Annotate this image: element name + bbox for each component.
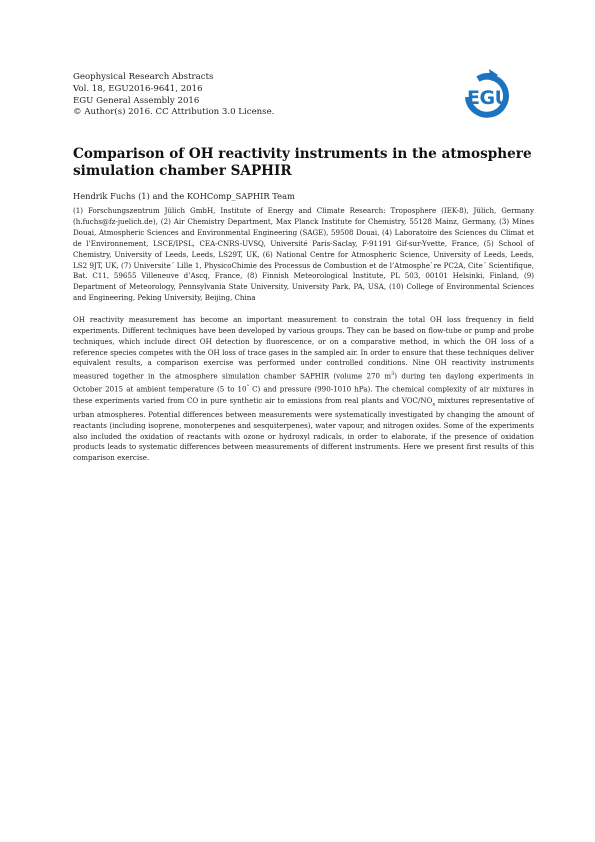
abstract-body [73,315,534,464]
license-info: © Author(s) 2016. CC Attribution 3.0 License. [73,107,275,118]
affiliations: (1) Forschungszentrum Jülich GmbH, Institute of Energy and Climate Research: Troposphere (IEK-8), Jülich, Germany (h.fuchs@fz-juelich.de), (2) Air Chemistry Department, Max Planck Institute for Chemistry, 55128 Mainz, Germany, (3) Mines Douai, Atmospheric Sciences and Environmental Engineering (SAGE), 59508 Douai, (4) Laboratoire des Sciences du Climat et de l’Environnement, LSCE/IPSL, CEA-CNRS-UVSQ, Université Paris-Saclay, F-91191 Gif-sur-Yvette, France, (5) School of Chemistry, University of Leeds, Leeds, LS29T, UK, (6) National Centre for Atmospheric Science, University of Leeds, Leeds, LS2 9JT, UK, (7) Universite´ Lille 1, PhysicoChimie des Processus de Combustion et de l’Atmosphe`re PC2A, Cite´ Scientifique, Bat. C11, 59655 Villeneuve d’Ascq, France, (8) Finnish Meteorological Institute, PL 503, 00101 Helsinki, Finland, (9) Department of Meteorology, Pennsylvania State University, University Park, PA, USA, (10) College of Environmental Sciences and Engineering, Peking University, Beijing, China [73,206,534,303]
abstract-degree: ° [246,384,250,391]
author-list: Hendrik Fuchs (1) and the KOHComp_SAPHIR Team [73,191,295,201]
egu-logo [456,67,518,119]
journal-name: Geophysical Research Abstracts [73,72,214,82]
abstract-superscript: 3 [391,371,395,378]
egu-logo-icon [456,67,518,119]
logo-text: EGU [467,87,510,109]
abstract-text-1: OH reactivity measurement has become an important measurement to constrain the total OH loss frequency in field experiments. Different techniques have been developed by various groups. They can be based on flow-tube or pump and probe techniques, which include direct OH detection by fluorescence, or on a comparative method, in which the OH loss of a reference species competes with the OH loss of trace gases in the sampled air. In order to ensure that these techniques deliver equivalent results, a comparison exercise was performed under controlled conditions. Nine OH reactivity instruments measured together in the atmosphere simulation chamber SAPHIR (volume 270 m [73,315,534,381]
assembly-info: EGU General Assembly 2016 [73,95,200,106]
abstract-text-3: C) and pressure (990-1010 hPa). The chemical complexity of air mixtures in these experiments varied from CO in pure synthetic air to emissions from real plants and VOC/NO [73,384,534,405]
volume-info: Vol. 18, EGU2016-9641, 2016 [73,83,203,94]
abstract-header [73,72,333,119]
paper-title: Comparison of OH reactivity instruments in the atmosphere simulation chamber SAPHIR [73,146,532,179]
abstract-text-4: mixtures representative of urban atmospheres. Potential differences between measurements were systematically investigated by changing the amount of reactants (including isoprene, monoterpenes and sesquiterpenes), water vapour, and nitrogen oxides. Some of the experiments also included the oxidation of reactants with ozone or hydroxyl radicals, in order to elaborate, if the presence of oxidation products leads to systematic differences between measurements of different instruments. Here we present first results of this comparison exercise. [73,395,534,463]
abstract-text-2: ) during ten daylong experiments in October 2015 at ambient temperature (5 to 10 [73,371,534,394]
abstract-subscript: x [432,401,436,408]
